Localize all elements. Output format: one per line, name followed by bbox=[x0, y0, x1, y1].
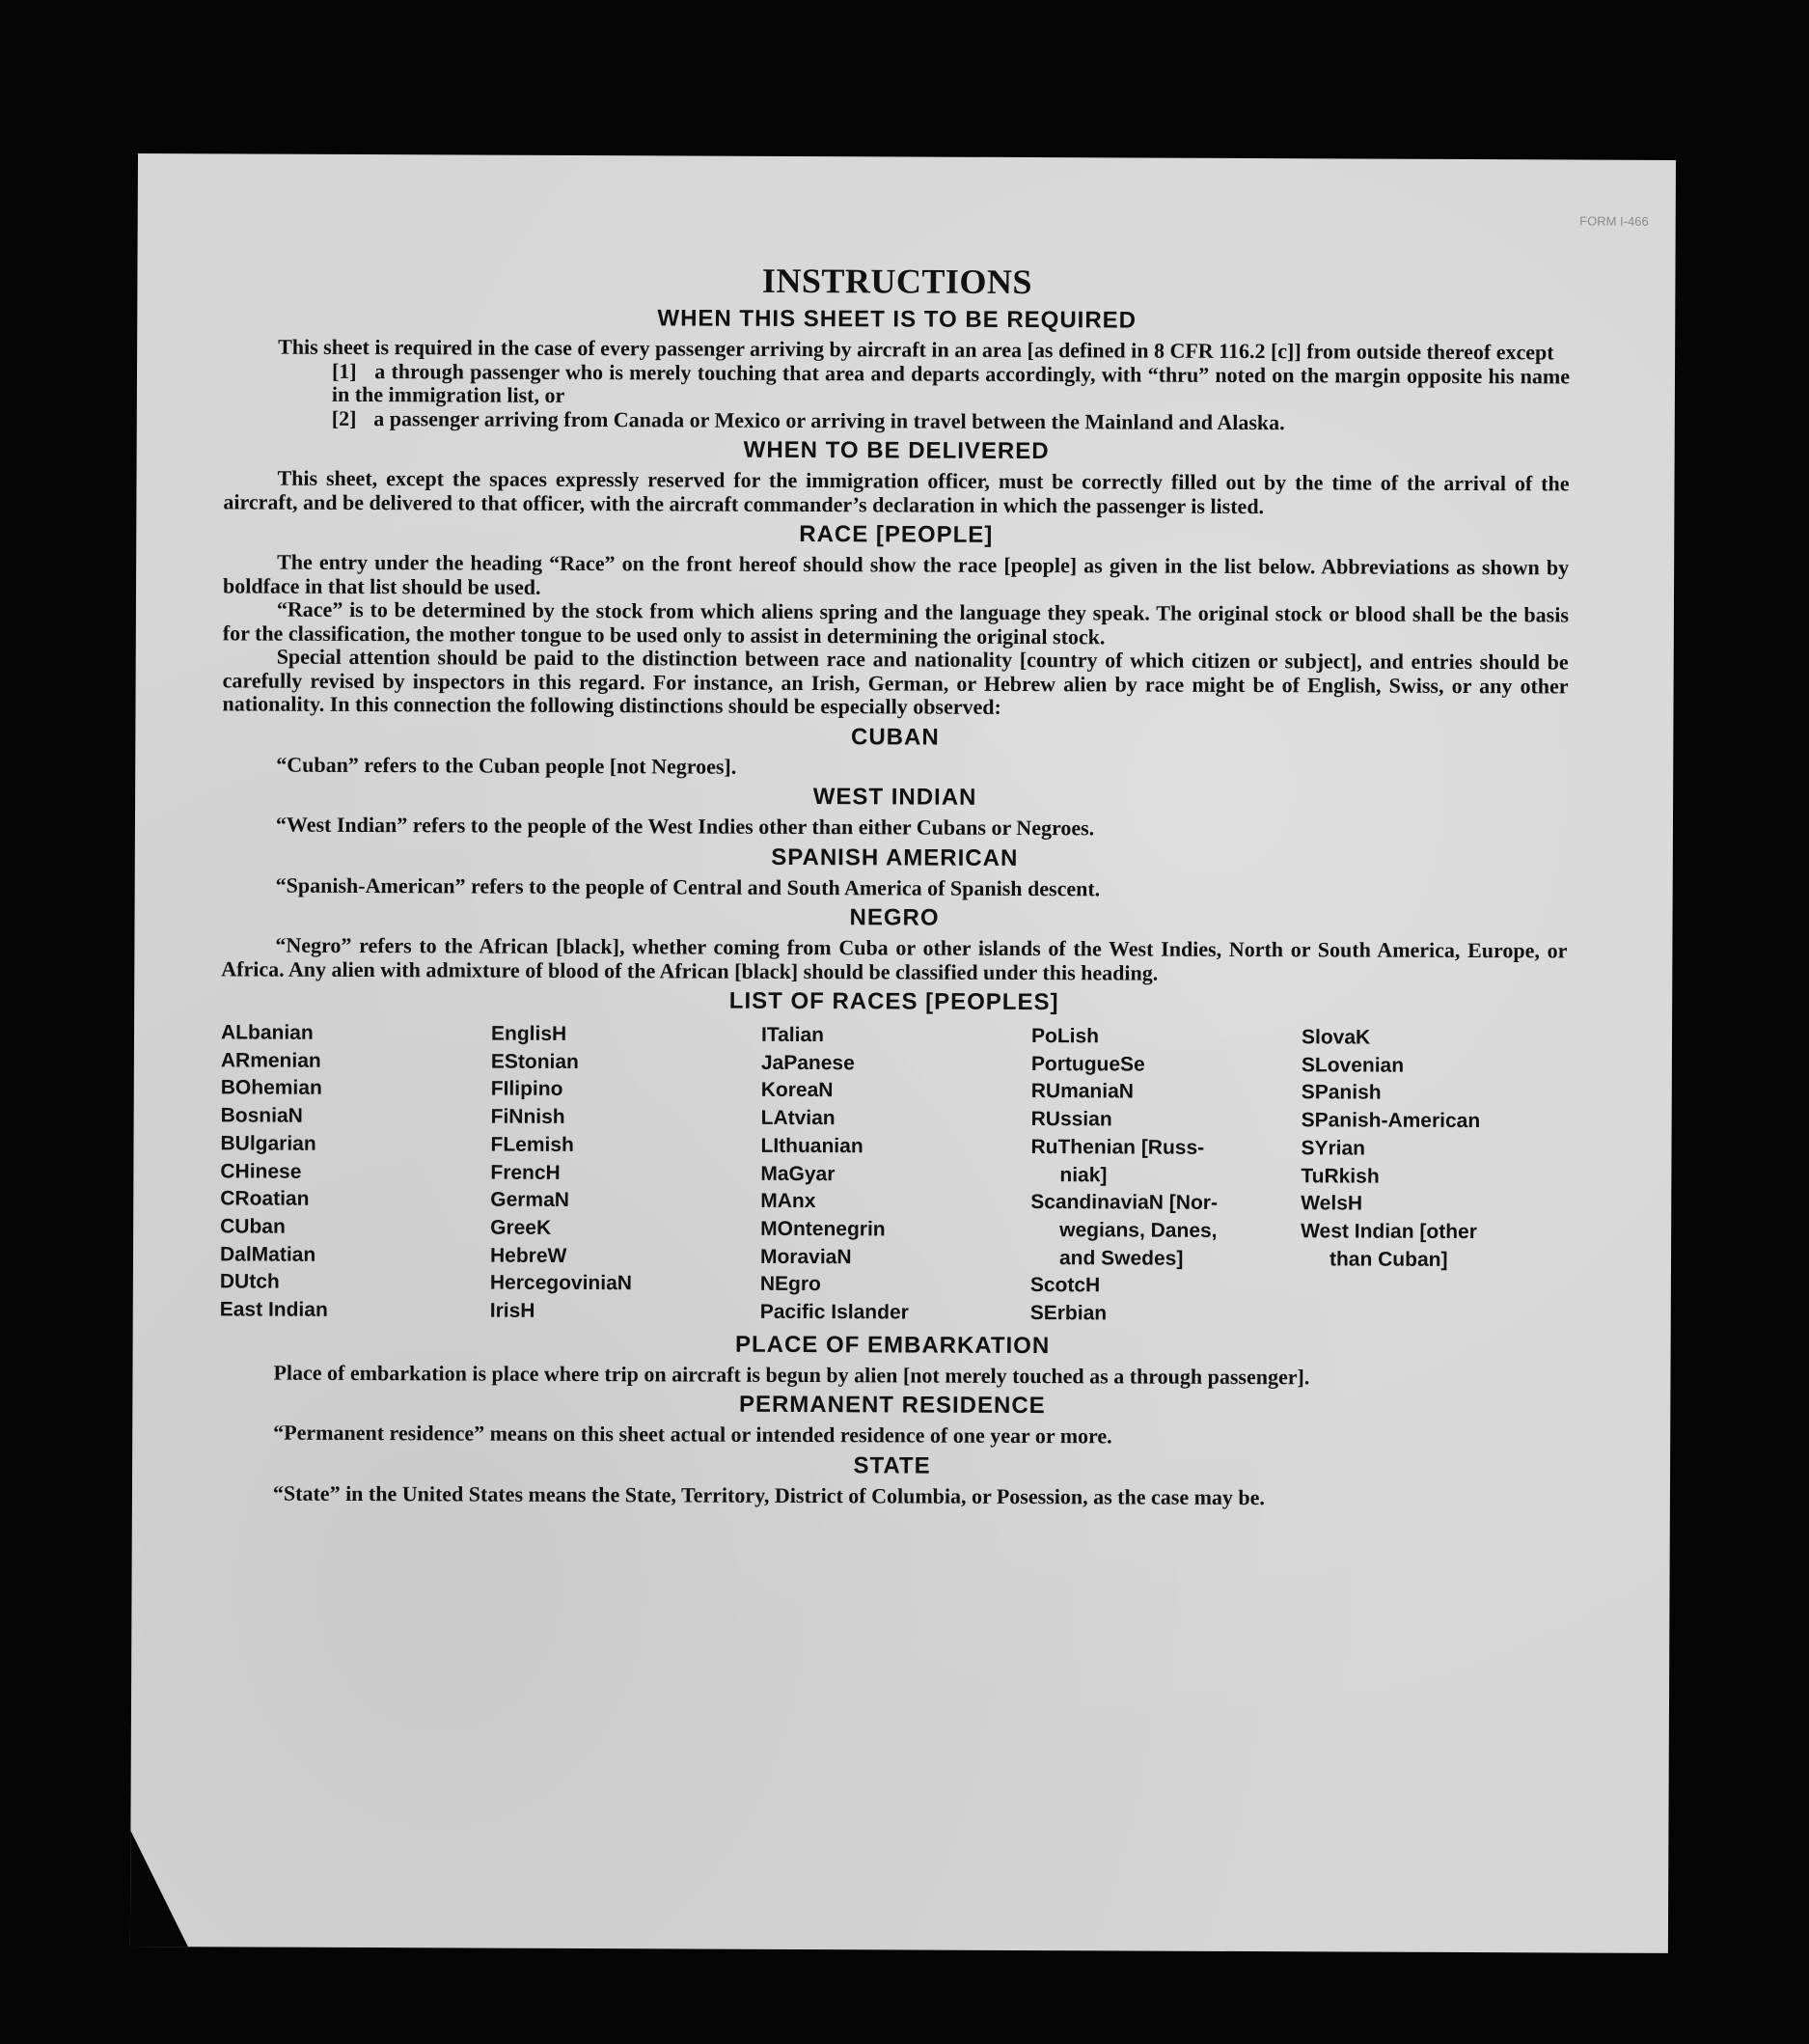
race-entry: ScandinaviaN [Nor- bbox=[1030, 1191, 1219, 1215]
heading-when-delivered: WHEN TO BE DELIVERED bbox=[743, 436, 1050, 465]
race-entry: MOntenegrin bbox=[760, 1217, 886, 1241]
race-entry: PoLish bbox=[1030, 1025, 1100, 1048]
race-entry: GreeK bbox=[490, 1216, 552, 1239]
heading-state: STATE bbox=[853, 1451, 931, 1479]
race-entry: SErbian bbox=[1029, 1302, 1108, 1325]
race-entry: ScotcH bbox=[1029, 1274, 1101, 1297]
heading-west-indian: WEST INDIAN bbox=[812, 784, 977, 811]
residence-text: “Permanent residence” means on this sheet actual or intended residence of one year or more. bbox=[273, 1420, 1112, 1449]
race-entry: GermaN bbox=[490, 1188, 570, 1212]
exception-number-2: [2] bbox=[331, 405, 357, 430]
heading-cuban: CUBAN bbox=[850, 723, 940, 751]
race-column-4 bbox=[1030, 1023, 1302, 1329]
heading-permanent-residence: PERMANENT RESIDENCE bbox=[738, 1391, 1046, 1420]
heading-list-of-races: LIST OF RACES [PEOPLES] bbox=[728, 987, 1059, 1016]
race-entry: SPanish-American bbox=[1301, 1109, 1481, 1133]
race-entry: FrencH bbox=[490, 1161, 561, 1184]
race-entry: BOhemian bbox=[220, 1076, 322, 1100]
race-entry: LAtvian bbox=[760, 1106, 836, 1130]
race-entry: Pacific Islander bbox=[759, 1300, 909, 1324]
race-entry: EnglisH bbox=[490, 1022, 567, 1045]
race-paragraph-2: “Race” is to be determined by the stock from which aliens spring and the language they speak. The original stock or blood shall be the basis for the classification, the mother tongue to be used only to assist in determining the original stock. bbox=[222, 596, 1569, 649]
exception-number-1: [1] bbox=[331, 358, 357, 383]
race-entry: RUmaniaN bbox=[1030, 1080, 1135, 1103]
race-entry: FLemish bbox=[490, 1133, 574, 1156]
race-entry: SYrian bbox=[1301, 1137, 1366, 1160]
race-entry: West Indian [other bbox=[1301, 1220, 1477, 1243]
race-entry: RUssian bbox=[1030, 1108, 1112, 1131]
race-entry: NEgro bbox=[759, 1273, 821, 1296]
race-entry: CRoatian bbox=[220, 1187, 310, 1211]
race-entry: DUtch bbox=[219, 1270, 280, 1293]
exception-text-2: a passenger arriving from Canada or Mexico or arriving in travel between the Mainland and Alaska. bbox=[373, 405, 1285, 434]
race-column-1 bbox=[220, 1019, 491, 1325]
race-entry: SPanish bbox=[1301, 1081, 1382, 1105]
race-paragraph-1: The entry under the heading “Race” on the front hereof should show the race [people] as given in the list below. Abbreviations as shown by boldface in that list should be used. bbox=[222, 549, 1570, 599]
race-entry: ARmenian bbox=[220, 1049, 321, 1072]
exception-item-1 bbox=[332, 359, 1570, 412]
heading-spanish-american: SPANISH AMERICAN bbox=[771, 843, 1019, 871]
race-entry-continued: and Swedes] bbox=[1058, 1246, 1184, 1270]
delivered-text: This sheet, except the spaces expressly reserved for the immigration officer, must be correctly filled out by the time of the arrival of the aircraft, and be delivered to that officer, with the aircraft commander’s declaration in which the passenger is listed. bbox=[223, 465, 1570, 518]
race-column-2 bbox=[490, 1021, 761, 1327]
race-list bbox=[220, 1019, 1567, 1330]
west-indian-text: “West Indian” refers to the people of the West Indies other than either Cubans or Negroes. bbox=[275, 812, 1095, 841]
race-entry: MoraviaN bbox=[759, 1245, 852, 1268]
heading-place-of-embarkation: PLACE OF EMBARKATION bbox=[734, 1331, 1051, 1359]
race-entry: MaGyar bbox=[760, 1162, 836, 1185]
race-entry: KoreaN bbox=[760, 1079, 834, 1102]
race-entry: TuRkish bbox=[1301, 1164, 1380, 1188]
embarkation-text: Place of embarkation is place where trip on aircraft is begun by alien [not merely touched as a through passenger]. bbox=[273, 1360, 1310, 1390]
race-entry: MAnx bbox=[760, 1190, 816, 1213]
race-entry: FIlipino bbox=[490, 1078, 563, 1101]
state-text: “State” in the United States means the State, Territory, District of Columbia, or Posession, as the case may be. bbox=[272, 1480, 1266, 1509]
exception-text-1: a through passenger who is merely touching that area and departs accordingly, with “thru” noted on the margin opposite his name in the immigration list, or bbox=[331, 358, 1571, 407]
race-paragraph-3: Special attention should be paid to the distinction between race and nationality [country of which citizen or subject], and entries should be carefully revised by inspectors in this regard. For instance, an Irish, German, or Hebrew alien by race might be of English, Swiss, or any other nationality. In this connection the following distinctions should be especially observed: bbox=[222, 644, 1569, 719]
heading-race: RACE [PEOPLE] bbox=[799, 520, 994, 548]
race-entry: FiNnish bbox=[490, 1105, 565, 1129]
race-entry-continued: wegians, Danes, bbox=[1059, 1219, 1218, 1242]
race-entry: HebreW bbox=[489, 1244, 567, 1267]
race-entry: CHinese bbox=[220, 1159, 302, 1183]
race-column-5 bbox=[1301, 1024, 1567, 1330]
race-entry: SlovaK bbox=[1301, 1026, 1371, 1049]
race-entry: ALbanian bbox=[220, 1021, 314, 1044]
race-entry: RuThenian [Russ- bbox=[1030, 1135, 1205, 1159]
race-entry: DalMatian bbox=[219, 1243, 316, 1266]
page-title: INSTRUCTIONS bbox=[761, 261, 1033, 302]
sheet-content bbox=[219, 258, 1571, 1510]
race-column-3 bbox=[760, 1022, 1031, 1328]
race-entry: ITalian bbox=[760, 1023, 825, 1047]
race-entry: SLovenian bbox=[1301, 1053, 1405, 1077]
race-entry: WelsH bbox=[1301, 1192, 1363, 1215]
instruction-sheet bbox=[130, 153, 1676, 1953]
spanish-american-text: “Spanish-American” refers to the people of Central and South America of Spanish descent. bbox=[275, 872, 1101, 900]
race-entry: IrisH bbox=[489, 1299, 535, 1322]
race-entry-continued: niak] bbox=[1059, 1163, 1108, 1186]
race-entry-continued: than Cuban] bbox=[1329, 1248, 1448, 1271]
negro-text: “Negro” refers to the African [black], whether coming from Cuba or other islands of the West Indies, North or South America, Europe, or Africa. Any alien with admixture of blood of the African [black] should be classified under this heading. bbox=[221, 932, 1568, 985]
form-number: FORM I-466 bbox=[1579, 213, 1649, 229]
race-entry: HercegoviniaN bbox=[489, 1271, 633, 1295]
race-entry: BosniaN bbox=[220, 1104, 303, 1127]
race-entry: EStonian bbox=[490, 1050, 579, 1073]
race-entry: BUlgarian bbox=[220, 1132, 316, 1155]
heading-negro: NEGRO bbox=[849, 904, 940, 931]
race-entry: PortugueSe bbox=[1030, 1052, 1145, 1076]
cuban-text: “Cuban” refers to the Cuban people [not Negroes]. bbox=[276, 752, 737, 779]
race-entry: CUban bbox=[220, 1215, 286, 1238]
race-entry: JaPanese bbox=[760, 1051, 855, 1074]
race-entry: East Indian bbox=[219, 1298, 328, 1321]
required-intro: This sheet is required in the case of every passenger arriving by aircraft in an area [as defined in 8 CFR 116.2 [c]] from outside thereof except bbox=[278, 334, 1554, 365]
race-entry: LIthuanian bbox=[760, 1134, 863, 1158]
heading-when-required: WHEN THIS SHEET IS TO BE REQUIRED bbox=[657, 305, 1137, 334]
